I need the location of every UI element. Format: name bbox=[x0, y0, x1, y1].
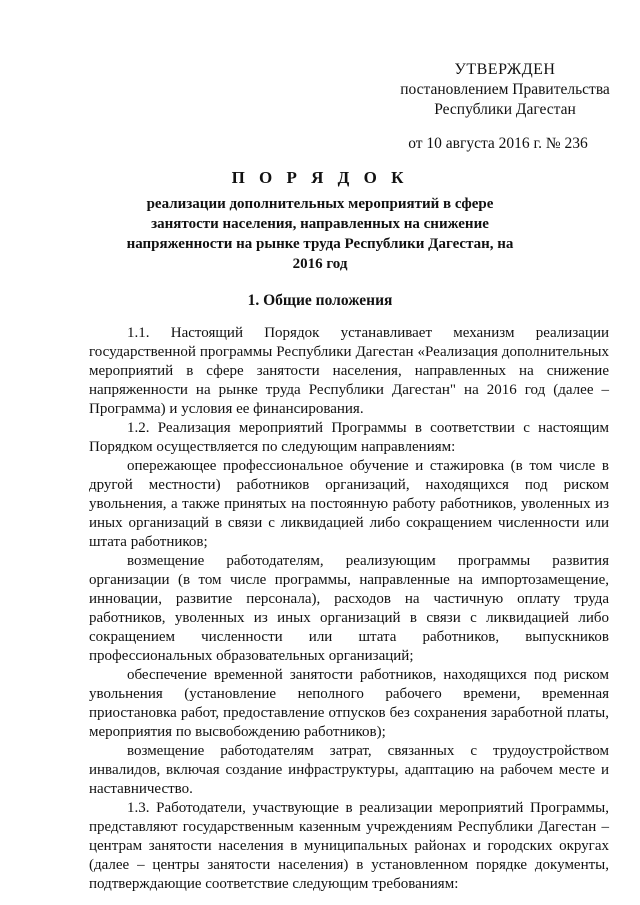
approval-date: от 10 августа 2016 г. № 236 bbox=[408, 135, 588, 152]
section-title: 1. Общие положения bbox=[247, 292, 393, 309]
paragraph-1-3: 1.3. Работодатели, участвующие в реализации мероприятий Программы, представляют государственным казенным учреждениям Республики Дагестан – центрам занятости населения в муниципальных районах и городских округах (далее – центры занятости населения) в установленном порядке документы, подтверждающие соответствие следующим требованиям: bbox=[89, 800, 609, 892]
approval-line-1: постановлением Правительства bbox=[400, 81, 610, 98]
approval-line-2: Республики Дагестан bbox=[434, 101, 576, 118]
list-item-training: опережающее профессиональное обучение и стажировка (в том числе в другой местности) работников организаций, находящихся под риском увольнения, а также принятых на постоянную работу работников, уволенных из иных организаций в связи с ликвидацией либо сокращением численности или штата работников; bbox=[89, 458, 609, 550]
list-item-wage-compensation: возмещение работодателям, реализующим программы развития организации (в том числе программы, направленные на импортозамещение, инновации, развитие персонала), расходов на частичную оплату труда работников, уволенных из иных организаций в связи с ликвидацией либо сокращением численности или штата работников, выпускников профессиональных образовательных организаций; bbox=[89, 553, 609, 664]
approval-heading: УТВЕРЖДЕН bbox=[454, 61, 556, 78]
document-subtitle: реализации дополнительных мероприятий в сфере занятости населения, направленных на снижение напряженности на рынке труда Республики Дагестан, на 2016 год bbox=[126, 196, 514, 272]
list-item-disabled-employment: возмещение работодателям затрат, связанных с трудоустройством инвалидов, включая создание инфраструктуры, адаптацию на рабочем месте и наставничество. bbox=[89, 743, 609, 797]
list-item-temporary-employment: обеспечение временной занятости работников, находящихся под риском увольнения (установление неполного рабочего времени, временная приостановка работ, предоставление отпусков без сохранения заработной платы, мероприятия по высвобождению работников); bbox=[89, 667, 609, 740]
approval-stamp bbox=[390, 60, 620, 154]
paragraph-1-1: 1.1. Настоящий Порядок устанавливает механизм реализации государственной программы Республики Дагестан «Реализация дополнительных мероприятий в сфере занятости населения, направленных на снижение напряженности на рынке труда Республики Дагестан" на 2016 год (далее – Программа) и условия ее финансирования. bbox=[89, 325, 609, 417]
paragraph-1-2: 1.2. Реализация мероприятий Программы в соответствии с настоящим Порядком осуществляется по следующим направлениям: bbox=[89, 420, 609, 455]
document-title: П О Р Я Д О К bbox=[231, 168, 409, 187]
document-body bbox=[89, 324, 609, 894]
